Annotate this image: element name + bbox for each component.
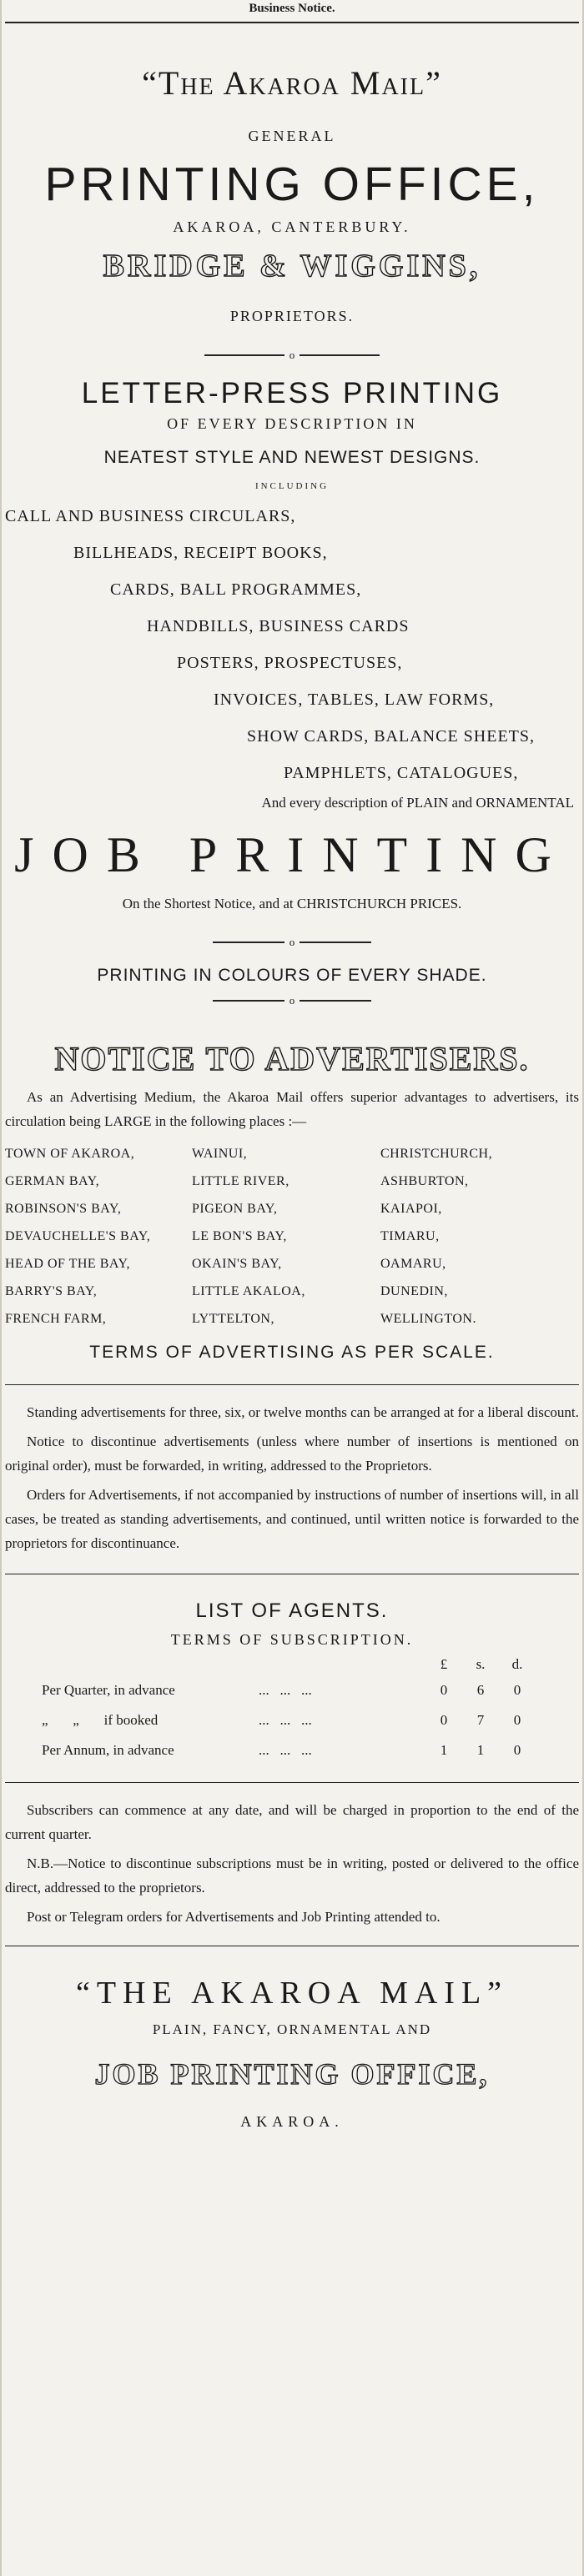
place-item: OKAIN'S BAY, [192, 1257, 282, 1271]
list-item: CARDS, BALL PROGRAMMES, [110, 580, 362, 599]
place-item: GERMAN BAY, [5, 1174, 100, 1188]
rate-pounds: 0 [440, 1712, 448, 1728]
ornamental-rule: o [204, 347, 380, 364]
place-item: HEAD OF THE BAY, [5, 1257, 130, 1271]
place-item: DUNEDIN, [380, 1284, 448, 1298]
neatest-style-line: NEATEST STYLE AND NEWEST DESIGNS. [103, 448, 481, 467]
every-plain-line: And every description of PLAIN and ORNAMENTAL [261, 795, 574, 811]
rate-leader: ... ... ... [259, 1682, 312, 1698]
rate-pence: 0 [513, 1712, 521, 1728]
section-divider [5, 1782, 579, 1783]
place-item: ROBINSON'S BAY, [5, 1202, 122, 1216]
masthead-location: AKAROA, CANTERBURY. [173, 218, 411, 235]
place-item: WAINUI, [192, 1147, 248, 1161]
list-item: HANDBILLS, BUSINESS CARDS [147, 617, 410, 635]
place-item: LYTTELTON, [192, 1312, 274, 1326]
header-bar [5, 0, 579, 23]
subscription-rates-table [42, 1654, 542, 1765]
list-item: CALL AND BUSINESS CIRCULARS, [5, 507, 296, 525]
pence-column-header: d. [511, 1656, 523, 1672]
printing-items-list [5, 498, 579, 791]
rate-pounds: 1 [440, 1742, 448, 1758]
including-label: INCLUDING [254, 481, 330, 491]
advertising-paragraph: Notice to discontinue advertisements (unless where number of insertions is mentioned on original order), must be forwarded, in writing, addressed to the Proprietors. [5, 1434, 579, 1474]
list-item: BILLHEADS, RECEIPT BOOKS, [73, 544, 328, 562]
rate-leader: ... ... ... [259, 1742, 312, 1758]
ornamental-rule: o [213, 934, 371, 951]
advertising-paragraph: Standing advertisements for three, six, or twelve months can be arranged at for a liberal discount. [27, 1404, 579, 1420]
masthead-title: “The Akaroa Mail” [142, 64, 442, 102]
place-item: CHRISTCHURCH, [380, 1147, 493, 1161]
table-row [42, 1705, 542, 1735]
subscription-paragraph: Subscribers can commence at any date, and will be charged in proportion to the end of the current quarter. [5, 1802, 579, 1842]
letterpress-heading: LETTER-PRESS PRINTING [81, 377, 503, 409]
ornamental-rule: o [213, 992, 371, 1009]
advertising-intro: As an Advertising Medium, the Akaroa Mail offers superior advantages to advertisers, its circulation being LARGE in the following places :— [5, 1089, 579, 1129]
place-item: LITTLE AKALOA, [192, 1284, 305, 1298]
place-item: KAIAPOI, [380, 1202, 442, 1216]
place-item: PIGEON BAY, [192, 1202, 278, 1216]
rate-shillings: 6 [476, 1682, 485, 1698]
subscription-paragraph: Post or Telegram orders for Advertisements and Job Printing attended to. [27, 1909, 441, 1925]
place-item: DEVAUCHELLE'S BAY, [5, 1229, 151, 1243]
place-item: LITTLE RIVER, [192, 1174, 289, 1188]
rate-shillings: 1 [476, 1742, 485, 1758]
colours-line: PRINTING IN COLOURS OF EVERY SHADE. [97, 966, 487, 985]
rate-pence: 0 [513, 1682, 521, 1698]
list-item: PAMPHLETS, CATALOGUES, [284, 764, 519, 782]
header-label: Business Notice. [249, 2, 335, 15]
terms-of-subscription: TERMS OF SUBSCRIPTION. [170, 1631, 414, 1648]
place-item: FRENCH FARM, [5, 1312, 107, 1326]
place-item: TOWN OF AKAROA, [5, 1147, 135, 1161]
printing-office-heading: PRINTING OFFICE, [44, 158, 540, 211]
footer-job-printing-office: JOB PRINTING OFFICE, [94, 2057, 490, 2091]
advertising-paragraph: Orders for Advertisements, if not accompanied by instructions of number of insertions will, in all cases, be treated as standing advertisements, and continued, until written notice is forwarded to the proprietors for discontinuance. [5, 1487, 579, 1551]
terms-of-advertising: TERMS OF ADVERTISING AS PER SCALE. [89, 1343, 495, 1362]
subscription-paragraph: N.B.—Notice to discontinue subscriptions must be in writing, posted or delivered to the office direct, addressed to the proprietors. [5, 1855, 579, 1896]
footer-title: “THE AKAROA MAIL” [75, 1976, 509, 2011]
pound-column-header: £ [440, 1656, 448, 1672]
place-item: BARRY'S BAY, [5, 1284, 98, 1298]
circulation-places [5, 1140, 579, 1333]
list-item: SHOW CARDS, BALANCE SHEETS, [247, 727, 535, 746]
page-edge-left [0, 0, 2, 2576]
rate-shillings: 7 [476, 1712, 485, 1728]
table-header-row [42, 1654, 542, 1675]
shilling-column-header: s. [476, 1656, 486, 1672]
rate-leader: ... ... ... [259, 1712, 312, 1728]
rate-pounds: 0 [440, 1682, 448, 1698]
firm-name: BRIDGE & WIGGINS, [103, 249, 481, 284]
rate-label: Per Annum, in advance [42, 1742, 174, 1758]
job-printing-heading: JOB PRINTING [14, 827, 570, 882]
every-description-line: OF EVERY DESCRIPTION IN [167, 415, 417, 432]
footer-plain-fancy: PLAIN, FANCY, ORNAMENTAL AND [152, 2021, 432, 2037]
table-row [42, 1675, 542, 1705]
place-item: LE BON'S BAY, [192, 1229, 287, 1243]
masthead-general: GENERAL [248, 128, 336, 144]
place-item: ASHBURTON, [380, 1174, 469, 1188]
place-item: TIMARU, [380, 1229, 440, 1243]
table-row [42, 1735, 542, 1765]
footer-akaroa: AKAROA. [240, 2113, 344, 2130]
rate-label: „ „ if booked [42, 1712, 159, 1728]
notice-to-advertisers-heading: NOTICE TO ADVERTISERS. [54, 1040, 530, 1077]
shortest-notice-line: On the Shortest Notice, and at CHRISTCHURCH PRICES. [122, 896, 462, 911]
rate-label: Per Quarter, in advance [42, 1682, 175, 1698]
list-item: POSTERS, PROSPECTUSES, [177, 654, 403, 672]
section-divider [5, 1384, 579, 1385]
list-of-agents-heading: LIST OF AGENTS. [195, 1599, 389, 1622]
rate-pence: 0 [513, 1742, 521, 1758]
list-item: INVOICES, TABLES, LAW FORMS, [214, 690, 495, 709]
proprietors-label: PROPRIETORS. [229, 308, 355, 324]
place-item: WELLINGTON. [380, 1312, 476, 1326]
place-item: OAMARU, [380, 1257, 446, 1271]
